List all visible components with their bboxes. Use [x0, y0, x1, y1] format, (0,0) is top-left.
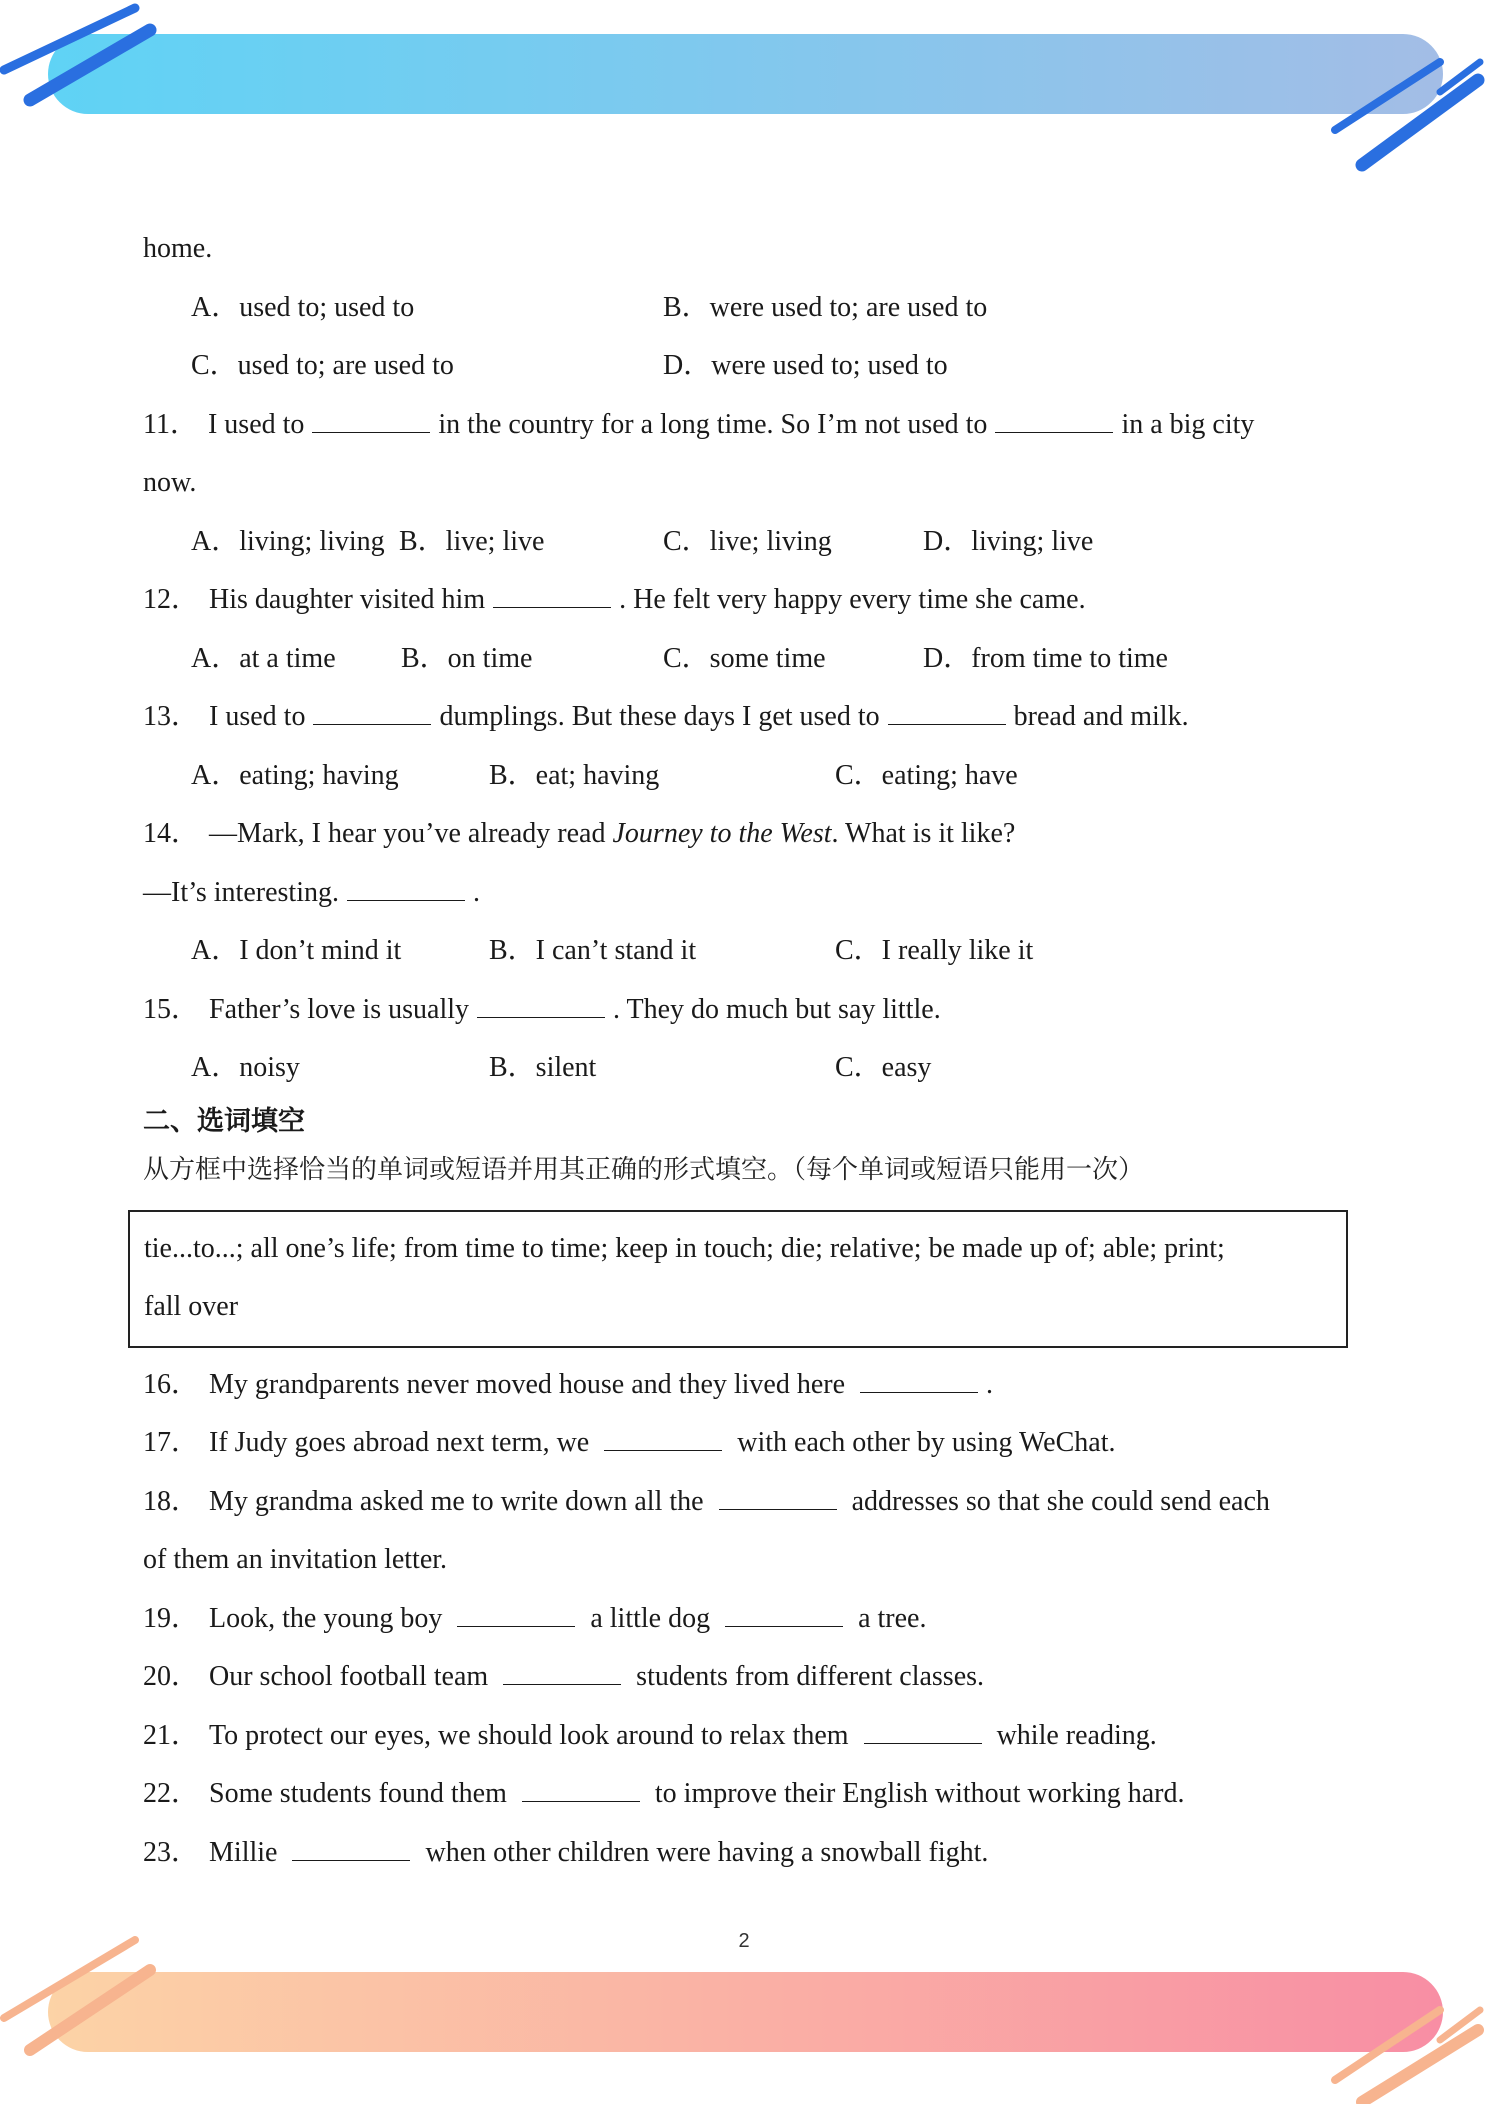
section-instructions: 从方框中选择恰当的单词或短语并用其正确的形式填空。（每个单词或短语只能用一次）	[143, 1154, 1145, 1185]
q12-option-a[interactable]: A．at a time	[191, 642, 336, 674]
q13-option-b[interactable]: B．eat; having	[489, 759, 660, 791]
blank[interactable]	[312, 410, 430, 433]
question-number: 16．	[143, 1368, 200, 1400]
footer-bar	[48, 1972, 1443, 2052]
q15-option-b[interactable]: B．silent	[489, 1052, 597, 1083]
q15-stem: 15． Father’s love is usually . They do much but say little.	[143, 993, 941, 1025]
q10-option-d[interactable]: D．were used to; used to	[663, 350, 948, 381]
q21-stem: 21． To protect our eyes, we should look around to relax them while reading.	[143, 1719, 1157, 1751]
blank[interactable]	[604, 1428, 722, 1451]
q23-stem: 23． Millie when other children were having a snowball fight.	[143, 1836, 989, 1868]
q10-options-row2	[143, 337, 1363, 396]
question-number: 11．	[143, 408, 198, 440]
q10-option-b[interactable]: B．were used to; are used to	[663, 291, 988, 323]
q11-options	[143, 513, 1363, 572]
blank[interactable]	[493, 585, 611, 608]
q16-stem: 16． My grandparents never moved house and they lived here .	[143, 1368, 994, 1400]
q11-option-b[interactable]: B．live; live	[399, 525, 545, 557]
q13-option-a[interactable]: A．eating; having	[191, 759, 399, 791]
blank[interactable]	[860, 1370, 978, 1393]
question-number: 21．	[143, 1719, 200, 1751]
q20-stem: 20． Our school football team students from different classes.	[143, 1661, 985, 1692]
question-number: 19．	[143, 1602, 200, 1634]
q12-stem: 12． His daughter visited him . He felt very happy every time she came.	[143, 584, 1086, 615]
book-title: Journey to the West	[612, 818, 832, 849]
word-bank-line: tie...to...; all one’s life; from time to time; keep in touch; die; relative; be made up of; able; print;	[144, 1232, 1225, 1264]
question-number: 18．	[143, 1485, 200, 1517]
question-number: 12．	[143, 584, 200, 615]
header-bar	[48, 34, 1443, 114]
q14-option-b[interactable]: B．I can’t stand it	[489, 935, 697, 966]
q15-options	[143, 1039, 1363, 1098]
q11-option-d[interactable]: D．living; live	[923, 525, 1094, 557]
blank[interactable]	[725, 1604, 843, 1627]
blank[interactable]	[313, 702, 431, 725]
blank[interactable]	[503, 1662, 621, 1685]
q10-option-a[interactable]: A．used to; used to	[191, 291, 415, 323]
q11-option-a[interactable]: A．living; living	[191, 525, 385, 557]
q18-stem: 18． My grandma asked me to write down all the addresses so that she could send each	[143, 1485, 1270, 1517]
q10-options-row1	[143, 279, 1363, 338]
q12-option-b[interactable]: B．on time	[401, 642, 533, 674]
q22-stem: 22． Some students found them to improve their English without working hard.	[143, 1778, 1185, 1809]
blank[interactable]	[477, 995, 605, 1018]
section-title: 二、选词填空	[143, 1105, 305, 1137]
q13-option-c[interactable]: C．eating; have	[835, 759, 1018, 791]
q13-options	[143, 747, 1363, 806]
q10-tail: home.	[143, 233, 213, 264]
q13-stem: 13． I used to dumplings. But these days I get used to bread and milk.	[143, 701, 1189, 732]
q10-option-c[interactable]: C．used to; are used to	[191, 350, 454, 381]
q12-option-d[interactable]: D．from time to time	[923, 642, 1168, 674]
q17-stem: 17． If Judy goes abroad next term, we with each other by using WeChat.	[143, 1427, 1116, 1458]
blank[interactable]	[292, 1838, 410, 1861]
q14-options	[143, 922, 1363, 981]
footer-right-stripes	[1335, 2010, 1480, 2102]
blank[interactable]	[995, 410, 1113, 433]
footer-left-stripes	[4, 1940, 150, 2050]
word-bank-box	[128, 1210, 1348, 1348]
header-right-stripes	[1335, 62, 1480, 165]
q14-stem: 14． —Mark, I hear you’ve already read Journey to the West. What is it like?	[143, 818, 1016, 849]
q15-option-a[interactable]: A．noisy	[191, 1052, 300, 1083]
q11-option-c[interactable]: C．live; living	[663, 525, 832, 557]
header-left-stripes	[4, 8, 150, 100]
blank[interactable]	[888, 702, 1006, 725]
q11-stem: 11． I used to in the country for a long time. So I’m not used to in a big city	[143, 408, 1255, 440]
q14-reply: —It’s interesting. .	[143, 876, 480, 908]
header-banner	[0, 0, 1488, 180]
question-number: 15．	[143, 993, 200, 1025]
q11-tail: now.	[143, 467, 197, 498]
q15-option-c[interactable]: C．easy	[835, 1052, 932, 1083]
blank[interactable]	[719, 1487, 837, 1510]
q12-options	[143, 630, 1363, 689]
q19-stem: 19． Look, the young boy a little dog a tree.	[143, 1602, 927, 1634]
question-content	[143, 220, 1363, 1882]
q14-option-a[interactable]: A．I don’t mind it	[191, 935, 402, 966]
blank[interactable]	[347, 878, 465, 901]
q14-option-c[interactable]: C．I really like it	[835, 935, 1034, 966]
blank[interactable]	[864, 1721, 982, 1744]
question-number: 13．	[143, 701, 200, 732]
page-number: 2	[738, 1930, 750, 1952]
question-number: 17．	[143, 1427, 200, 1458]
q18-tail: of them an invitation letter.	[143, 1544, 448, 1575]
blank[interactable]	[457, 1604, 575, 1627]
blank[interactable]	[522, 1779, 640, 1802]
question-number: 20．	[143, 1661, 200, 1692]
question-number: 23．	[143, 1836, 200, 1868]
question-number: 14．	[143, 818, 200, 849]
question-number: 22．	[143, 1778, 200, 1809]
q12-option-c[interactable]: C．some time	[663, 642, 826, 674]
word-bank-line: fall over	[144, 1290, 239, 1322]
